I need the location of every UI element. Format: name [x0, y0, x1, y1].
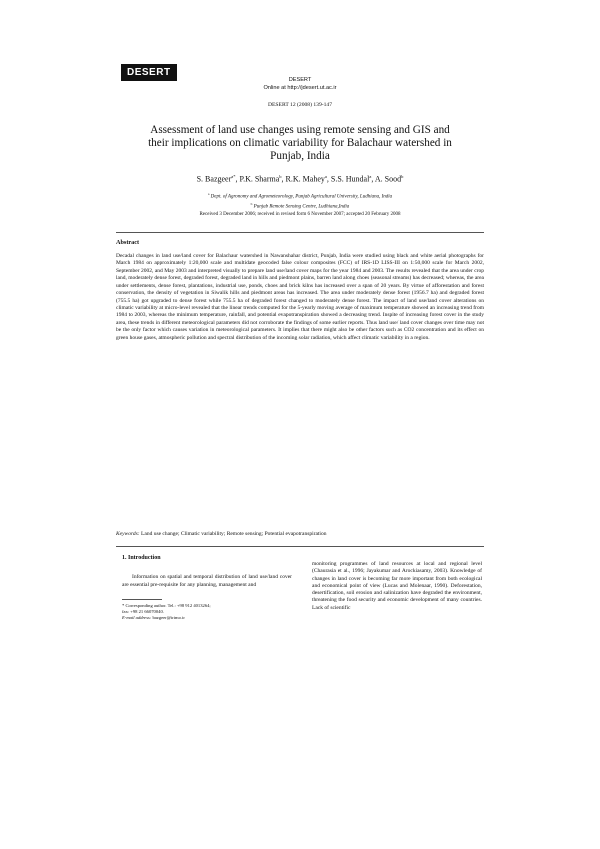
affiliation-mark: b	[250, 202, 253, 207]
author-name: R.K. Mahey	[285, 174, 325, 184]
footnote-fax: fax: +98 21 66070040.	[122, 609, 164, 615]
keywords-label: Keywords:	[116, 531, 140, 537]
journal-citation: DESERT 12 (2008) 139-147	[267, 102, 333, 108]
author-list: S. Bazgeer$^{a*}$, P.K. Sharma$^b$, R.K. Mahey$^a$, S.S. Hundal$^a$, A. Sood$^b$	[196, 174, 404, 184]
author-affiliation-mark: b	[279, 174, 282, 179]
author-name: S.S. Hundal	[330, 174, 370, 184]
author-name: S. Bazgeer	[196, 174, 232, 184]
abstract-heading: Abstract	[116, 239, 140, 246]
intro-paragraph-continued: monitoring programmes of land resources at local and regional level (Chaurasia et al., 1996; Jayakumar and Arockiasamy, 2003). Knowledge of changes in land cover is becoming far more important from both ecological and economical point of view (Lucas and Molenaar, 1990). Deforestation, desertification, soil erosion and salinization have degraded the environment, threatening the food security and economic development of many countries. Lack of scientific	[312, 561, 482, 611]
author-name: P.K. Sharma	[239, 174, 280, 184]
affiliation-text: Punjab Remote Sensing Centre, Ludhiana,India	[252, 204, 350, 210]
journal-url[interactable]: Online at http://jdesert.ut.ac.ir	[263, 85, 337, 91]
footnote-corresponding: * Corresponding author. Tel.: +98 912 4013264;	[122, 602, 211, 608]
keywords-text: Land use change; Climatic variability; Remote sensing; Potential evapotranspiration	[139, 531, 327, 537]
divider-bottom	[116, 546, 484, 547]
received-dates: Received 3 December 2006; received in revised form 6 November 2007; accepted 20 February 2008	[199, 212, 401, 217]
journal-name: DESERT	[288, 77, 312, 83]
divider-top	[116, 232, 484, 233]
footnote-divider	[122, 599, 162, 600]
email-address[interactable]: bazgeer@irimo.ir	[151, 615, 185, 621]
paper-title: Assessment of land use changes using remote sensing and GIS and their implications on climatic variability for Balachaur watershed in Punjab, India	[148, 124, 452, 162]
author-affiliation-mark: a*	[231, 174, 236, 179]
keywords	[116, 531, 484, 538]
footnote	[122, 603, 292, 622]
author-affiliation-mark: a	[369, 174, 372, 179]
affiliation-line	[0, 191, 600, 201]
affiliation-text: Dept. of Agronomy and Agrometeorology, Punjab Agricultural University, Ludhiana, India	[209, 194, 393, 200]
section-heading-introduction: 1. Introduction	[122, 555, 161, 561]
column-right	[312, 561, 482, 612]
author-affiliation-mark: a	[324, 174, 327, 179]
journal-logo: DESERT	[121, 64, 177, 81]
intro-paragraph-start: Information on spatial and temporal distribution of land use/land cover are essential pre-requisite for any planning, management and	[122, 574, 292, 588]
affiliation-line	[0, 201, 600, 211]
author-name: A. Sood	[374, 174, 402, 184]
masthead	[0, 76, 600, 109]
footnote-email	[122, 615, 292, 621]
column-left	[122, 555, 292, 622]
author-affiliation-mark: b	[401, 174, 404, 179]
affiliations	[0, 191, 600, 211]
email-label: E-mail address:	[122, 615, 152, 621]
abstract-body: Decadal changes in land use/land cover for Balachaur watershed in Nawanshahar district, Punjab, India were studied using black and white aerial photographs for March 1984 on approximately 1:20,000 scale and multidate geocoded false colour composites (FCC) of IRS-1D LISS-III on 1:50,000 scale for March 2002, September 2002, and May 2003 and interpreted visually to prepare land use/land cover maps for the year 1984 and 2003. The results revealed that the area under crop land, moderately dense forest, degraded forest, degraded land in hills and piedmont plains, barren land along choes (seasonal streams) has decreased; whereas, the area under settlements, dense forest, plantations, industrial use, ponds, choes and brick kilns has increased over a span of 20 years. By virtue of afforestation and forest conservation, the density of vegetation in Siwalik hills and piedmont areas has increased. The area under moderately dense forest (1956.7 ha) and degraded forest (755.5 ha) got upgraded to dense forest while 755.5 ha of degraded forest changed to moderately dense forest. The impact of land use/land cover alterations on climatic variability at micro-level revealed that the linear trends computed for the 5-yearly moving average of maximum temperature showed an increasing trend from 1984 to 2003, whereas the minimum temperature, rainfall, and potential evapotranspiration showed a decreasing trend. Inspite of increasing forest cover in the study area, these trends in different meteorological parameters did not corroborate the findings of some earlier reports. Thus land use/ land cover changes over time may not be the only factor which causes variation in meteorological parameters. It implies that there might also be other factors such as CO2 concentration and its effect on green house gases, atmospheric pollution and spectral distribution of the incoming solar radiation, which affect climatic variability in a region.	[116, 253, 484, 341]
affiliation-mark: a	[207, 192, 210, 196]
